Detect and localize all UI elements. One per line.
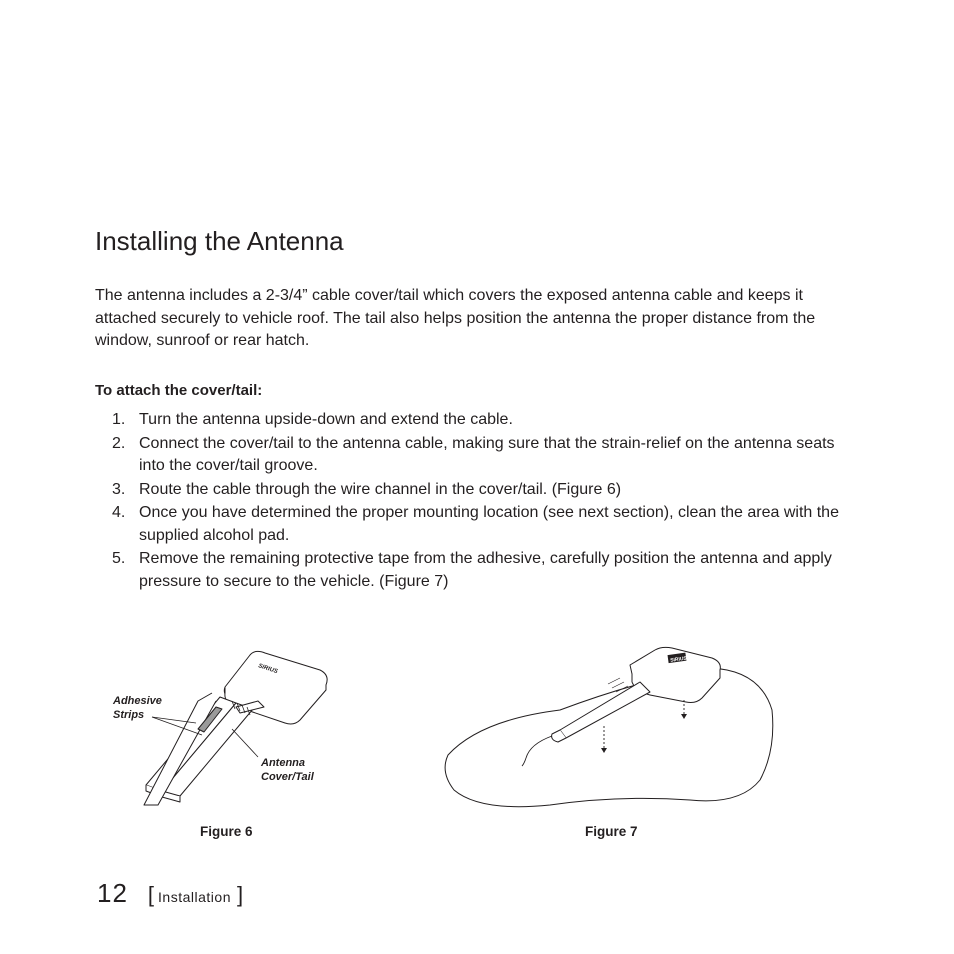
step-number: 5. [112,550,126,567]
steps-list [95,409,855,594]
step-number: 2. [112,434,126,452]
figure-7-logo: SIRIUS [669,655,688,664]
list-item [95,409,855,432]
figure-7-caption: Figure 7 [585,824,638,839]
step-number: 4. [112,504,126,521]
page-title: Installing the Antenna [95,226,344,256]
figure-7-illustration [440,640,780,820]
step-text: Remove the remaining protective tape from the adhesive, carefully position the antenna and apply pressure to secure to the vehicle. (Figure 7) [139,550,832,590]
list-item [95,433,855,478]
section-heading: To attach the cover/tail: [95,382,263,399]
bracket-open: [ [147,882,155,907]
step-text: Connect the cover/tail to the antenna cable, making sure that the strain-relief on the antenna seats into the cover/tail groove. [139,434,835,474]
step-text: Route the cable through the wire channel in the cover/tail. (Figure 6) [139,480,622,498]
step-text: Once you have determined the proper mounting location (see next section), clean the area with the supplied alcohol pad. [139,504,839,544]
figure-6-logo: SIRIUS [257,663,279,676]
list-item [95,502,855,547]
step-number: 3. [112,480,126,498]
footer-section-name: Installation [158,889,231,905]
intro-paragraph: The antenna includes a 2-3/4” cable cover/tail which covers the exposed antenna cable and keeps it attached securely to vehicle roof. The tail also helps position the antenna the proper distance from the window, sunroof or rear hatch. [95,287,816,349]
page-footer [97,878,243,909]
adhesive-strips-label: Adhesive Strips [113,695,162,721]
list-item [95,548,855,593]
antenna-cover-tail-label: Antenna Cover/Tail [261,757,314,783]
step-number: 1. [112,411,126,428]
bracket-close: ] [236,882,244,907]
list-item [95,479,855,502]
figure-6-caption: Figure 6 [200,824,253,839]
page-number: 12 [97,878,128,908]
step-text: Turn the antenna upside-down and extend the cable. [139,411,513,428]
figure-6-illustration [140,645,340,810]
